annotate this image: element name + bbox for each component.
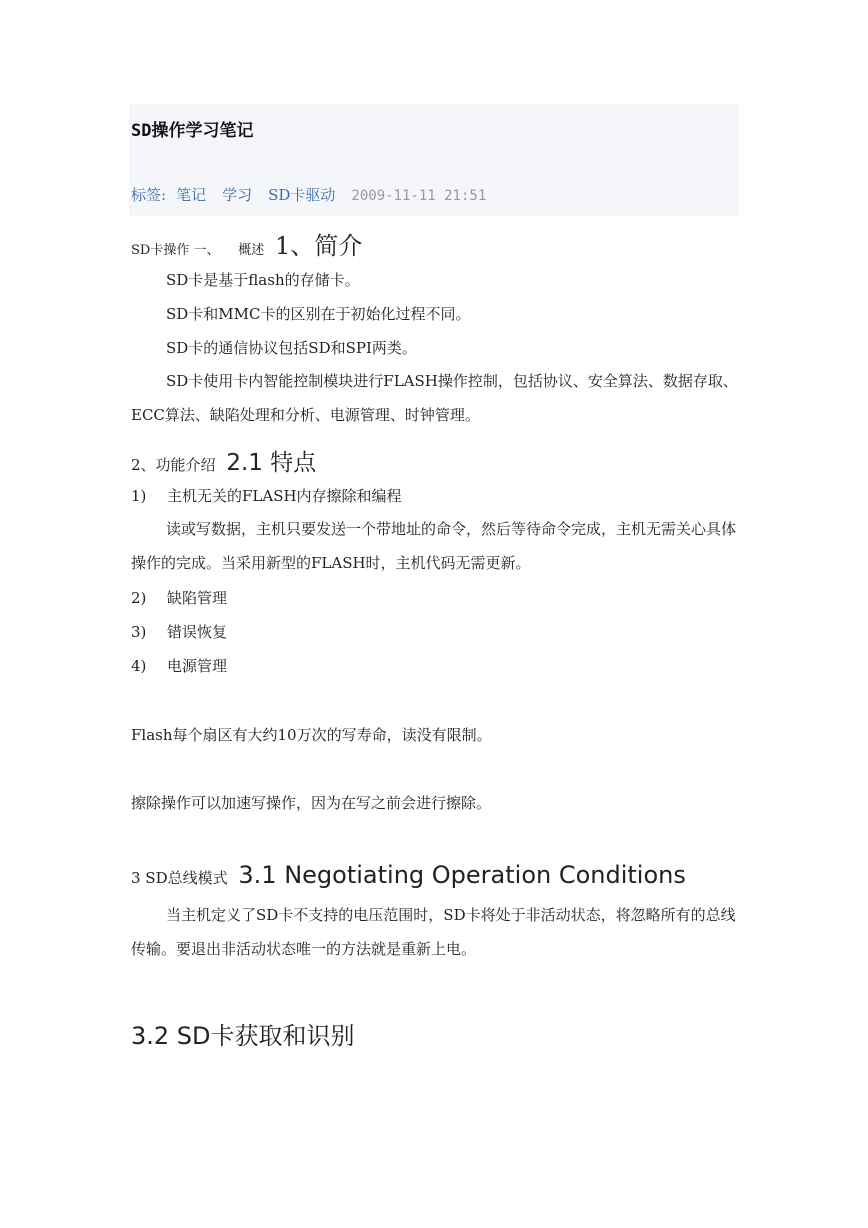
section2-heading-line [131,444,316,477]
tags-line [131,184,486,205]
list-item-number: 3) [131,623,147,641]
tags-label: 标签: [131,186,167,204]
section3-paragraph: 当主机定义了SD卡不支持的电压范围时，SD卡将处于非活动状态，将忽略所有的总线传输。要退出非活动状态唯一的方法就是重新上电。 [131,906,736,958]
section2-paragraph: 读或写数据，主机只要发送一个带地址的命令，然后等待命令完成，主机无需关心具体操作的完成。当采用新型的FLASH时，主机代码无需更新。 [131,520,737,572]
section1-prefix: SD卡操作 一、 [131,243,220,258]
list-item-number: 1) [131,487,147,505]
tag-link[interactable]: 学习 [222,186,253,204]
list-item-number: 2) [131,589,147,607]
list-item [131,587,227,608]
list-item-number: 4) [131,657,147,675]
section3-heading-line [131,861,686,889]
section1-heading: 1、简介 [275,232,363,260]
section1-heading-line [131,226,362,261]
post-date: 2009-11-11 21:51 [351,188,487,204]
list-item-text: 电源管理 [167,657,228,675]
list-item-text: 错误恢复 [167,623,228,641]
list-item [131,621,227,642]
note-line: Flash每个扇区有大约10万次的写寿命，读没有限制。 [131,726,492,744]
section1-prefix2: 概述 [238,243,265,258]
section3-heading: 3.1 Negotiating Operation Conditions [238,861,686,889]
section3-prefix: 3 SD总线模式 [131,869,228,887]
list-item-text: 缺陷管理 [167,589,228,607]
paragraph-line: SD卡和MMC卡的区别在于初始化过程不同。 [166,305,471,323]
list-item-text: 主机无关的FLASH内存擦除和编程 [167,487,402,505]
tag-link[interactable]: 笔记 [176,186,207,204]
page-title: SD操作学习笔记 [131,121,254,141]
post-header [129,104,739,216]
section3-subheading: 3.2 SD卡获取和识别 [131,1022,355,1050]
paragraph-line: SD卡是基于flash的存储卡。 [166,271,360,289]
list-item [131,655,227,676]
tag-link[interactable]: SD卡驱动 [268,186,336,204]
paragraph-line: SD卡的通信协议包括SD和SPI两类。 [166,339,417,357]
section1-paragraph: SD卡使用卡内智能控制模块进行FLASH操作控制，包括协议、安全算法、数据存取、ECC算法、缺陷处理和分析、电源管理、时钟管理。 [131,372,738,424]
section2-prefix: 2、功能介绍 [131,456,216,474]
note-line: 擦除操作可以加速写操作，因为在写之前会进行擦除。 [131,794,492,812]
list-item [131,485,402,506]
section2-heading: 2.1 特点 [226,450,317,476]
